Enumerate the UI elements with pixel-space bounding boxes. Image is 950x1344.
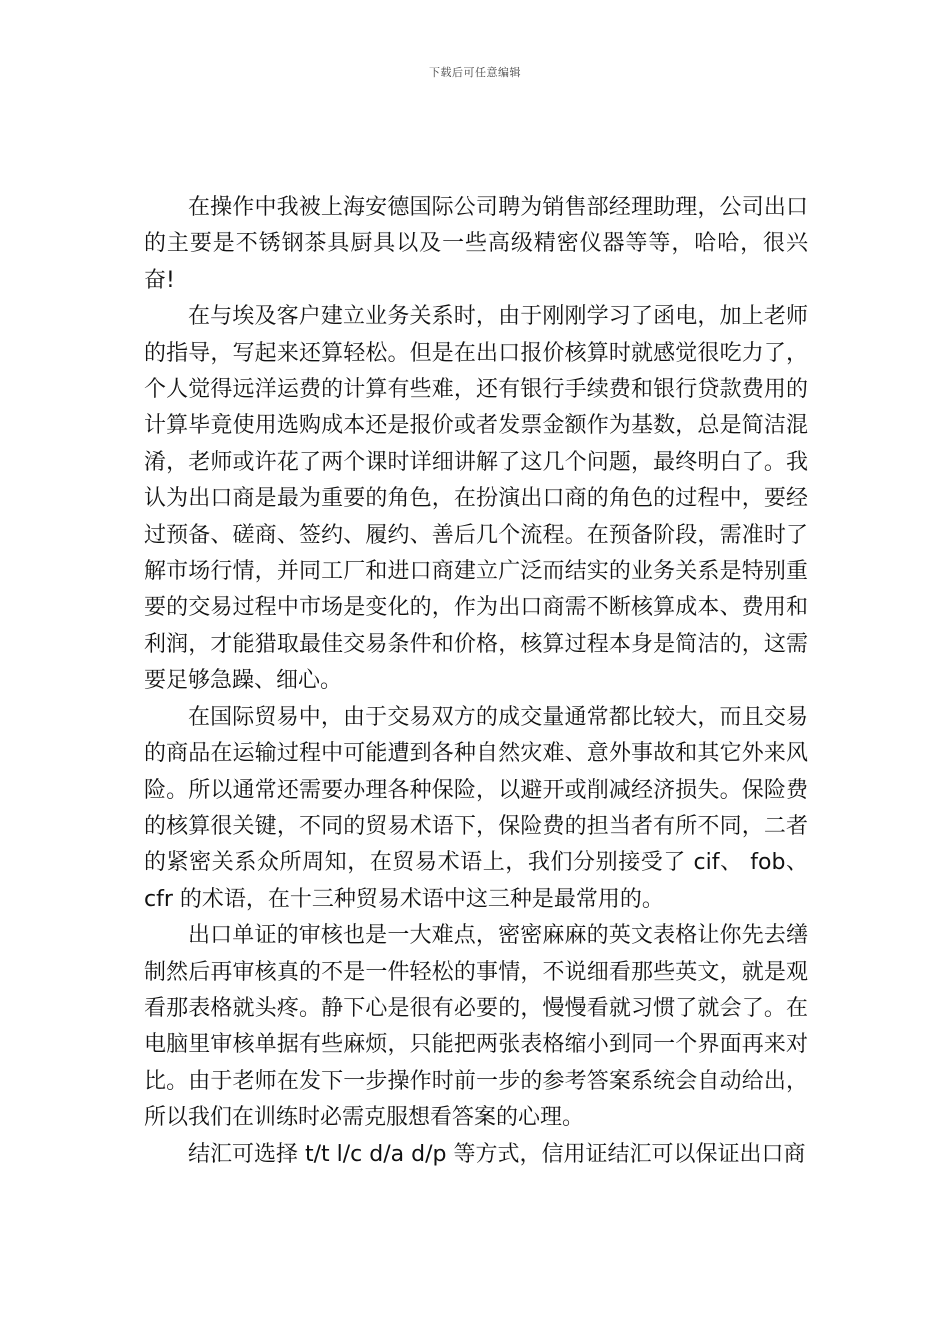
paragraph: 在与埃及客户建立业务关系时，由于刚刚学习了函电，加上老师的指导，写起来还算轻松。但是在出口报价核算时就感觉很吃力了，个人觉得远洋运费的计算有些难，还有银行手续费和银行贷款费用的计算毕竟使用选购成本还是报价或者发票金额作为基数，总是简洁混淆，老师或许花了两个课时详细讲解了这几个问题，最终明白了。我认为出口商是最为重要的角色，在扮演出口商的角色的过程中，要经过预备、磋商、签约、履约、善后几个流程。在预备阶段，需准时了解市场行情，并同工厂和进口商建立广泛而结实的业务关系是特别重要的交易过程中市场是变化的，作为出口商需不断核算成本、费用和利润，才能猎取最佳交易条件和价格，核算过程本身是简洁的，这需要足够急躁、细心。 — [144, 304, 808, 694]
document-body — [144, 190, 808, 1173]
paragraph: 在操作中我被上海安德国际公司聘为销售部经理助理，公司出口的主要是不锈钢茶具厨具以及一些高级精密仪器等等，哈哈，很兴奋! — [144, 195, 808, 293]
paragraph: 在国际贸易中，由于交易双方的成交量通常都比较大，而且交易的商品在运输过程中可能遭到各种自然灾难、意外事故和其它外来风险。所以通常还需要办理各种保险，以避开或削减经济损失。保险费的核算很关键，不同的贸易术语下，保险费的担当者有所不同，二者的紧密关系众所周知，在贸易术语上，我们分别接受了 cif、 fob、 cfr 的术语，在十三种贸易术语中这三种是最常用的。 — [144, 704, 808, 912]
paragraph: 出口单证的审核也是一大难点，密密麻麻的英文表格让你先去缮制然后再审核真的不是一件轻松的事情，不说细看那些英文，就是观看那表格就头疼。静下心是很有必要的，慢慢看就习惯了就会了。在电脑里审核单据有些麻烦，只能把两张表格缩小到同一个界面再来对比。由于老师在发下一步操作时前一步的参考答案系统会自动给出，所以我们在训练时必需克服想看答案的心理。 — [144, 923, 808, 1131]
paragraph: 结汇可选择 t/t l/c d/a d/p 等方式，信用证结汇可以保证出口商 — [188, 1141, 806, 1167]
page-header: 下载后可任意编辑 — [429, 66, 521, 79]
